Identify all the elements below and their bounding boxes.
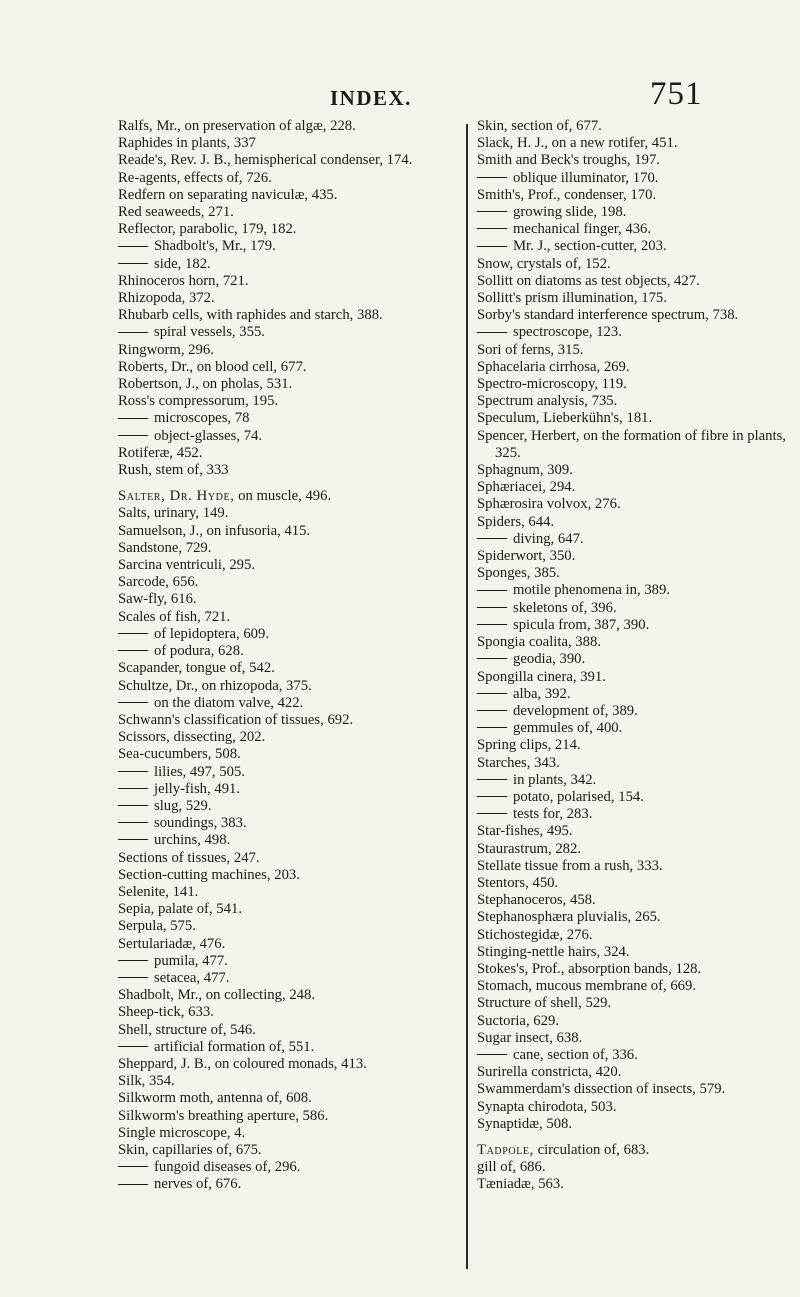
index-entry: [477, 909, 792, 926]
index-subentry: [477, 772, 792, 789]
entry-text: growing slide, 198.: [513, 204, 627, 221]
entry-text: Spiders, 644.: [477, 513, 555, 530]
index-entry: [477, 462, 792, 479]
index-subentry: [477, 204, 792, 221]
index-subentry: [477, 600, 792, 617]
index-entry: [477, 479, 792, 496]
ditto-dash: [118, 822, 148, 823]
index-subentry: [118, 1176, 448, 1193]
ditto-dash: [118, 435, 148, 436]
index-entry: [118, 1142, 448, 1159]
index-entry: [477, 187, 792, 204]
index-entry: [118, 729, 448, 746]
index-entry: [477, 737, 792, 754]
ditto-dash: [118, 771, 148, 772]
index-subentry: [118, 238, 448, 255]
entry-text: Saw-fly, 616.: [118, 591, 197, 608]
index-subentry: [477, 789, 792, 806]
entry-text: urchins, 498.: [154, 832, 231, 849]
ditto-dash: [118, 332, 148, 333]
index-entry: [118, 1125, 448, 1142]
index-entry: [477, 1159, 792, 1176]
entry-text: Serpula, 575.: [118, 918, 196, 935]
index-subentry: [118, 764, 448, 781]
index-entry: [118, 135, 448, 152]
entry-text: Synaptidæ, 508.: [477, 1115, 573, 1132]
ditto-dash: [477, 693, 507, 694]
index-subentry: [477, 617, 792, 634]
entry-text: Sugar insect, 638.: [477, 1029, 583, 1046]
index-subentry: [477, 1047, 792, 1064]
entry-text: Rhizopoda, 372.: [118, 290, 215, 307]
ditto-dash: [118, 1184, 148, 1185]
entry-text: jelly-fish, 491.: [154, 780, 241, 797]
entry-text: Smith and Beck's troughs, 197.: [477, 152, 660, 169]
index-entry: [118, 987, 448, 1004]
entry-text: development of, 389.: [513, 702, 638, 719]
entry-text: Silkworm moth, antenna of, 608.: [118, 1090, 312, 1107]
index-entry: [118, 678, 448, 695]
entry-text: Starches, 343.: [477, 754, 560, 771]
entry-text: Structure of shell, 529.: [477, 995, 612, 1012]
index-entry: [477, 393, 792, 410]
ditto-dash: [477, 590, 507, 591]
index-entry: [477, 256, 792, 273]
index-entry: [477, 496, 792, 513]
entry-text: Spectro-microscopy, 119.: [477, 376, 627, 393]
index-entry: [118, 359, 448, 376]
index-subentry: [118, 324, 448, 341]
index-entry: [477, 892, 792, 909]
entry-text: tests for, 283.: [513, 806, 593, 823]
index-subentry: [118, 781, 448, 798]
index-subentry: [118, 832, 448, 849]
ditto-dash: [118, 977, 148, 978]
index-entry: [477, 152, 792, 169]
index-subentry: [477, 238, 792, 255]
entry-text: pumila, 477.: [154, 952, 228, 969]
ditto-dash: [118, 805, 148, 806]
entry-text: Silkworm's breathing aperture, 586.: [118, 1107, 329, 1124]
index-subentry: [118, 410, 448, 427]
entry-text: Ringworm, 296.: [118, 341, 214, 358]
index-entry: [118, 290, 448, 307]
entry-text: Scales of fish, 721.: [118, 608, 231, 625]
page-title: INDEX.: [330, 86, 412, 110]
index-entry: [118, 1004, 448, 1021]
entry-text: Synapta chirodota, 503.: [477, 1098, 617, 1115]
entry-text: artificial formation of, 551.: [154, 1038, 315, 1055]
entry-text: on the diatom valve, 422.: [154, 694, 304, 711]
entry-text: Shell, structure of, 546.: [118, 1021, 256, 1038]
entry-text: Staurastrum, 282.: [477, 840, 582, 857]
entry-text: alba, 392.: [513, 685, 571, 702]
entry-text: microscopes, 78: [154, 410, 250, 427]
index-entry: [118, 1090, 448, 1107]
entry-text: nerves of, 676.: [154, 1176, 242, 1193]
index-entry: [118, 850, 448, 867]
ditto-dash: [477, 607, 507, 608]
index-entry: [477, 841, 792, 858]
ditto-dash: [477, 658, 507, 659]
entry-text: Speculum, Lieberkühn's, 181.: [477, 410, 653, 427]
index-entry: [477, 565, 792, 582]
entry-text: Stephanoceros, 458.: [477, 892, 596, 909]
entry-text: Stokes's, Prof., absorption bands, 128.: [477, 960, 702, 977]
index-entry: [477, 927, 792, 944]
index-entry: [477, 514, 792, 531]
entry-text: Single microscope, 4.: [118, 1124, 246, 1141]
index-subentry: [118, 970, 448, 987]
index-entry: [118, 660, 448, 677]
entry-text: Mr. J., section-cutter, 203.: [513, 238, 667, 255]
ditto-dash: [118, 650, 148, 651]
ditto-dash: [477, 177, 507, 178]
index-entry: [477, 1013, 792, 1030]
entry-text: spectroscope, 123.: [513, 324, 622, 341]
letter-section-gap: [118, 479, 448, 488]
entry-text: Roberts, Dr., on blood cell, 677.: [118, 358, 307, 375]
index-entry: [118, 884, 448, 901]
index-entry: [118, 591, 448, 608]
entry-text: Rotiferæ, 452.: [118, 444, 203, 461]
entry-text: Smith's, Prof., condenser, 170.: [477, 186, 657, 203]
index-entry: [477, 669, 792, 686]
index-subentry: [477, 221, 792, 238]
page-header: [0, 0, 800, 120]
entry-text: Sertulariadæ, 476.: [118, 935, 226, 952]
index-entry: [477, 1064, 792, 1081]
entry-text: Red seaweeds, 271.: [118, 204, 234, 221]
entry-text: Sarcina ventriculi, 295.: [118, 557, 256, 574]
index-subentry: [477, 582, 792, 599]
index-column-right: [477, 118, 792, 1194]
index-entry: [477, 359, 792, 376]
entry-text: Stinging-nettle hairs, 324.: [477, 943, 630, 960]
entry-text: Schwann's classification of tissues, 692.: [118, 711, 354, 728]
ditto-dash: [477, 538, 507, 539]
index-entry: [118, 170, 448, 187]
entry-text: Redfern on separating naviculæ, 435.: [118, 186, 338, 203]
index-entry: [477, 823, 792, 840]
entry-text: Sandstone, 729.: [118, 539, 212, 556]
entry-text: gemmules of, 400.: [513, 720, 623, 737]
entry-text: soundings, 383.: [154, 815, 247, 832]
index-entry: [477, 342, 792, 359]
index-entry: [477, 307, 792, 324]
index-entry: [477, 410, 792, 427]
index-entry: [118, 221, 448, 238]
ditto-dash: [477, 624, 507, 625]
index-entry: [477, 273, 792, 290]
index-entry: [118, 1056, 448, 1073]
entry-text: in plants, 342.: [513, 771, 597, 788]
entry-text: Stomach, mucous membrane of, 669.: [477, 978, 697, 995]
index-entry: [477, 944, 792, 961]
ditto-dash: [477, 228, 507, 229]
index-entry: [477, 634, 792, 651]
index-entry: [118, 307, 448, 324]
entry-text: Shadbolt's, Mr., 179.: [154, 238, 276, 255]
entry-text: Reade's, Rev. J. B., hemispherical condenser, 174.: [118, 152, 413, 169]
entry-text: side, 182.: [154, 255, 211, 272]
entry-text: Sori of ferns, 315.: [477, 341, 584, 358]
index-entry: [477, 1176, 792, 1193]
entry-text: Re-agents, effects of, 726.: [118, 169, 272, 186]
index-entry: [118, 1022, 448, 1039]
column-divider: [466, 124, 468, 1269]
entry-text: Sheep-tick, 633.: [118, 1004, 214, 1021]
index-subentry: [477, 703, 792, 720]
entry-text: Salter, Dr. Hyde, on muscle, 496.: [118, 488, 332, 505]
index-entry: [118, 462, 448, 479]
entry-text: fungoid diseases of, 296.: [154, 1159, 301, 1176]
entry-text: of podura, 628.: [154, 643, 244, 660]
entry-text: Scissors, dissecting, 202.: [118, 729, 266, 746]
index-entry: [477, 858, 792, 875]
index-entry: [118, 376, 448, 393]
entry-text: Sea-cucumbers, 508.: [118, 746, 241, 763]
entry-text: skeletons of, 396.: [513, 599, 617, 616]
entry-text: Spring clips, 214.: [477, 737, 581, 754]
page-number: 751: [650, 76, 703, 112]
ditto-dash: [118, 263, 148, 264]
index-entry: [118, 574, 448, 591]
ditto-dash: [118, 960, 148, 961]
index-entry: [477, 118, 792, 135]
index-subentry: [118, 428, 448, 445]
entry-text: object-glasses, 74.: [154, 427, 263, 444]
entry-text: Samuelson, J., on infusoria, 415.: [118, 522, 311, 539]
entry-text: Sponges, 385.: [477, 565, 560, 582]
entry-text: Spiderwort, 350.: [477, 548, 576, 565]
ditto-dash: [118, 1166, 148, 1167]
entry-text: Salts, urinary, 149.: [118, 505, 229, 522]
entry-text: Sollitt on diatoms as test objects, 427.: [477, 272, 700, 289]
entry-text: gill of, 686.: [477, 1159, 546, 1176]
entry-text: Spongilla cinera, 391.: [477, 668, 606, 685]
entry-text: diving, 647.: [513, 530, 584, 547]
entry-text: Surirella constricta, 420.: [477, 1064, 622, 1081]
letter-section-gap: [477, 1133, 792, 1142]
index-entry: [477, 755, 792, 772]
index-entry: [118, 918, 448, 935]
ditto-dash: [477, 1054, 507, 1055]
entry-text: geodia, 390.: [513, 651, 586, 668]
index-subentry: [118, 798, 448, 815]
entry-text: Stephanosphæra pluvialis, 265.: [477, 909, 661, 926]
ditto-dash: [477, 796, 507, 797]
index-subentry: [118, 953, 448, 970]
index-entry: [477, 1081, 792, 1098]
index-entry: [118, 746, 448, 763]
index-subentry: [477, 531, 792, 548]
entry-text: Shadbolt, Mr., on collecting, 248.: [118, 987, 316, 1004]
entry-text: Stellate tissue from a rush, 333.: [477, 857, 663, 874]
index-entry: [477, 1116, 792, 1133]
entry-text: Schultze, Dr., on rhizopoda, 375.: [118, 677, 312, 694]
ditto-dash: [118, 1046, 148, 1047]
index-subentry: [477, 720, 792, 737]
ditto-dash: [118, 418, 148, 419]
entry-text: Ross's compressorum, 195.: [118, 393, 279, 410]
index-entry: [118, 1108, 448, 1125]
entry-text: Scapander, tongue of, 542.: [118, 660, 275, 677]
index-entry: [118, 273, 448, 290]
index-entry: [477, 875, 792, 892]
entry-text: Skin, section of, 677.: [477, 118, 602, 134]
index-entry: [477, 961, 792, 978]
index-entry: [477, 1030, 792, 1047]
ditto-dash: [477, 211, 507, 212]
index-entry: [118, 1073, 448, 1090]
entry-text: Sections of tissues, 247.: [118, 849, 260, 866]
index-subentry: [477, 806, 792, 823]
index-subentry: [477, 651, 792, 668]
index-entry: [118, 609, 448, 626]
ditto-dash: [477, 246, 507, 247]
entry-text: Slack, H. J., on a new rotifer, 451.: [477, 135, 678, 152]
ditto-dash: [118, 702, 148, 703]
index-entry: [118, 505, 448, 522]
index-entry: [118, 867, 448, 884]
entry-text: Sphæriacei, 294.: [477, 479, 576, 496]
ditto-dash: [118, 788, 148, 789]
entry-text: Suctoria, 629.: [477, 1012, 559, 1029]
entry-text: Stentors, 450.: [477, 874, 559, 891]
index-entry: [477, 135, 792, 152]
index-entry: [477, 376, 792, 393]
index-entry: [118, 523, 448, 540]
entry-text: oblique illuminator, 170.: [513, 169, 659, 186]
index-subentry: [118, 1159, 448, 1176]
index-entry: [118, 393, 448, 410]
entry-text: spicula from, 387, 390.: [513, 616, 650, 633]
entry-text: motile phenomena in, 389.: [513, 582, 671, 599]
entry-text: setacea, 477.: [154, 969, 230, 986]
entry-text: Reflector, parabolic, 179, 182.: [118, 221, 297, 238]
index-entry: [477, 290, 792, 307]
ditto-dash: [477, 779, 507, 780]
entry-text: Sphærosira volvox, 276.: [477, 496, 621, 513]
entry-text: Silk, 354.: [118, 1073, 175, 1090]
entry-text: Sphacelaria cirrhosa, 269.: [477, 358, 630, 375]
ditto-dash: [477, 710, 507, 711]
index-entry: [118, 901, 448, 918]
index-entry: [118, 118, 448, 135]
index-subentry: [477, 686, 792, 703]
index-entry: [477, 428, 792, 462]
index-entry: [477, 548, 792, 565]
entry-text: Spectrum analysis, 735.: [477, 393, 618, 410]
index-entry: [477, 1099, 792, 1116]
index-entry: [118, 557, 448, 574]
entry-text: Selenite, 141.: [118, 883, 199, 900]
entry-text: Sollitt's prism illumination, 175.: [477, 290, 667, 307]
index-subentry: [118, 626, 448, 643]
index-entry: [118, 488, 448, 505]
ditto-dash: [118, 633, 148, 634]
index-subentry: [118, 643, 448, 660]
index-subentry: [118, 1039, 448, 1056]
entry-text: Sepia, palate of, 541.: [118, 901, 242, 918]
entry-text: Rhubarb cells, with raphides and starch, 388.: [118, 307, 383, 324]
entry-text: Snow, crystals of, 152.: [477, 255, 611, 272]
entry-text: Section-cutting machines, 203.: [118, 866, 300, 883]
index-entry: [118, 152, 448, 169]
entry-text: cane, section of, 336.: [513, 1046, 638, 1063]
entry-text: Spencer, Herbert, on the formation of fibre in plants, 325.: [477, 427, 786, 461]
index-entry: [477, 1142, 792, 1159]
index-entry: [118, 445, 448, 462]
entry-text: Sphagnum, 309.: [477, 462, 573, 479]
entry-text: Robertson, J., on pholas, 531.: [118, 376, 293, 393]
entry-text: Sorby's standard interference spectrum, 738.: [477, 307, 739, 324]
entry-text: Stichostegidæ, 276.: [477, 926, 593, 943]
entry-text: Rhinoceros horn, 721.: [118, 272, 249, 289]
index-subentry: [477, 170, 792, 187]
index-subentry: [118, 256, 448, 273]
index-column-left: [118, 118, 448, 1194]
index-subentry: [477, 324, 792, 341]
ditto-dash: [118, 839, 148, 840]
ditto-dash: [477, 813, 507, 814]
entry-text: Tadpole, circulation of, 683.: [477, 1141, 650, 1158]
entry-text: mechanical finger, 436.: [513, 221, 652, 238]
index-entry: [118, 540, 448, 557]
entry-text: Star-fishes, 495.: [477, 823, 573, 840]
index-entry: [118, 342, 448, 359]
ditto-dash: [477, 727, 507, 728]
index-entry: [118, 712, 448, 729]
ditto-dash: [477, 332, 507, 333]
entry-text: lilies, 497, 505.: [154, 763, 245, 780]
entry-text: Swammerdam's dissection of insects, 579.: [477, 1081, 726, 1098]
index-entry: [477, 995, 792, 1012]
index-entry: [118, 187, 448, 204]
index-entry: [477, 978, 792, 995]
entry-text: slug, 529.: [154, 797, 212, 814]
entry-text: Raphides in plants, 337: [118, 135, 256, 152]
entry-text: potato, polarised, 154.: [513, 788, 644, 805]
index-entry: [118, 204, 448, 221]
ditto-dash: [118, 246, 148, 247]
entry-text: spiral vessels, 355.: [154, 324, 265, 341]
entry-text: Rush, stem of, 333: [118, 462, 229, 479]
entry-text: Tæniadæ, 563.: [477, 1176, 564, 1193]
index-subentry: [118, 695, 448, 712]
index-entry: [118, 936, 448, 953]
entry-text: Sheppard, J. B., on coloured monads, 413.: [118, 1055, 367, 1072]
entry-text: Skin, capillaries of, 675.: [118, 1141, 262, 1158]
entry-text: Ralfs, Mr., on preservation of algæ, 228.: [118, 118, 356, 134]
index-subentry: [118, 815, 448, 832]
entry-text: Spongia coalita, 388.: [477, 634, 602, 651]
entry-text: of lepidoptera, 609.: [154, 625, 270, 642]
entry-text: Sarcode, 656.: [118, 574, 199, 591]
